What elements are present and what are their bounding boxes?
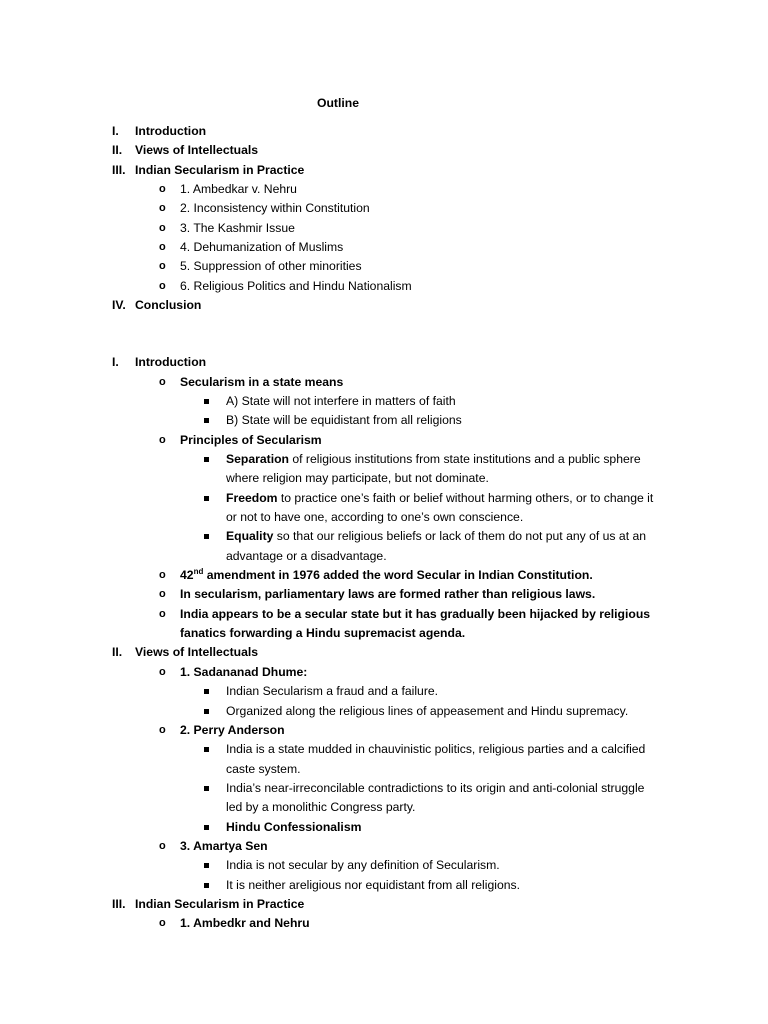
section-heading: Indian Secularism in Practice <box>135 897 305 912</box>
outline-subitem: 1. Ambedkar v. Nehru <box>180 182 297 197</box>
section-heading: Views of Intellectuals <box>135 645 259 660</box>
circle-bullet-icon: o <box>159 183 166 196</box>
detail-line <box>226 877 520 893</box>
outline-item: Indian Secularism in Practice <box>135 162 305 177</box>
detail-text: A) State will not interfere in matters of faith <box>226 393 456 408</box>
square-bullet-icon <box>204 786 209 791</box>
outline-subitem: 4. Dehumanization of Muslims <box>180 240 344 255</box>
section-numeral: III. <box>112 897 126 912</box>
circle-bullet-icon: o <box>159 433 166 446</box>
detail-text: It is neither areligious nor equidistant from all religions. <box>226 877 520 892</box>
circle-bullet-icon: o <box>159 260 166 273</box>
detail-line <box>226 548 387 564</box>
sub-point-line: fanatics forwarding a Hindu supremacist agenda. <box>180 626 466 641</box>
detail-text: India is not secular by any definition of Secularism. <box>226 858 500 873</box>
square-bullet-icon <box>204 534 209 539</box>
section-numeral: II. <box>112 645 123 660</box>
circle-bullet-icon: o <box>159 839 166 852</box>
sub-point: 3. Amartya Sen <box>180 838 268 853</box>
detail-line <box>226 703 628 719</box>
outline-numeral: II. <box>112 143 123 158</box>
detail-line <box>226 412 462 428</box>
detail-line <box>226 741 645 757</box>
square-bullet-icon <box>204 747 209 752</box>
detail-text: India’s near-irreconcilable contradictions to its origin and anti-colonial struggle <box>226 780 645 795</box>
detail-line <box>226 393 456 409</box>
outline-subitem: 5. Suppression of other minorities <box>180 259 362 274</box>
section-heading: Introduction <box>135 355 207 370</box>
square-bullet-icon <box>204 418 209 423</box>
circle-bullet-icon: o <box>159 202 166 215</box>
detail-line <box>226 761 301 777</box>
square-bullet-icon <box>204 457 209 462</box>
circle-bullet-icon: o <box>159 665 166 678</box>
circle-bullet-icon: o <box>159 241 166 254</box>
square-bullet-icon <box>204 825 209 830</box>
detail-text: caste system. <box>226 761 301 776</box>
section-numeral: I. <box>112 355 119 370</box>
circle-bullet-icon: o <box>159 375 166 388</box>
sub-point: 2. Perry Anderson <box>180 722 285 737</box>
circle-bullet-icon: o <box>159 607 166 620</box>
square-bullet-icon <box>204 496 209 501</box>
circle-bullet-icon: o <box>159 221 166 234</box>
ordinal-suffix: nd <box>193 567 204 577</box>
circle-bullet-icon: o <box>159 279 166 292</box>
detail-lead: Hindu Confessionalism <box>226 819 362 834</box>
detail-text: India is a state mudded in chauvinistic politics, religious parties and a calcified <box>226 742 646 757</box>
sub-point-line: India appears to be a secular state but it has gradually been hijacked by religious <box>180 606 651 621</box>
sub-point: 1. Ambedkr and Nehru <box>180 916 310 931</box>
circle-bullet-icon: o <box>159 723 166 736</box>
detail-text: advantage or a disadvantage. <box>226 548 387 563</box>
detail-line <box>226 490 653 506</box>
detail-line <box>226 509 523 525</box>
detail-text: to practice one’s faith or belief without harming others, or to change it <box>277 490 654 505</box>
detail-text: of religious institutions from state institutions and a public sphere <box>289 451 641 466</box>
outline-numeral: I. <box>112 124 119 138</box>
detail-line <box>226 451 641 467</box>
square-bullet-icon <box>204 863 209 868</box>
detail-lead: Separation <box>226 451 289 466</box>
detail-line <box>226 780 644 796</box>
detail-lead: Freedom <box>226 490 278 505</box>
detail-line <box>226 528 646 544</box>
detail-text: led by a monolithic Congress party. <box>226 800 416 815</box>
detail-line <box>226 470 489 486</box>
square-bullet-icon <box>204 883 209 888</box>
detail-text: or not to have one, according to one’s own conscience. <box>226 510 524 525</box>
detail-text: where religion may participate, but not dominate. <box>226 471 489 486</box>
square-bullet-icon <box>204 399 209 404</box>
circle-bullet-icon: o <box>159 588 166 601</box>
detail-line <box>226 857 500 873</box>
detail-lead: Equality <box>226 529 274 544</box>
sub-point: Secularism in a state means <box>180 374 344 389</box>
detail-line <box>226 683 438 699</box>
square-bullet-icon <box>204 689 209 694</box>
amendment-text: amendment in 1976 added the word Secular in Indian Constitution. <box>203 568 593 583</box>
detail-line <box>226 799 415 815</box>
sub-point: In secularism, parliamentary laws are formed rather than religious laws. <box>180 587 596 602</box>
outline-item: Conclusion <box>135 298 202 313</box>
sub-point: 1. Sadananad Dhume: <box>180 664 308 679</box>
outline-numeral: III. <box>112 162 126 177</box>
circle-bullet-icon: o <box>159 569 166 582</box>
detail-text: Indian Secularism a fraud and a failure. <box>226 684 439 699</box>
outline-subitem: 2. Inconsistency within Constitution <box>180 201 370 216</box>
circle-bullet-icon: o <box>159 917 166 930</box>
outline-item: Introduction <box>135 124 207 138</box>
detail-text: Organized along the religious lines of appeasement and Hindu supremacy. <box>226 703 629 718</box>
outline-numeral: IV. <box>112 298 126 313</box>
amendment-note <box>180 567 593 583</box>
outline-title: Outline <box>317 96 359 110</box>
square-bullet-icon <box>204 709 209 714</box>
detail-text: so that our religious beliefs or lack of them do not put any of us at an <box>273 529 647 544</box>
outline-item: Views of Intellectuals <box>135 143 259 158</box>
sub-point: Principles of Secularism <box>180 432 322 447</box>
detail-text: B) State will be equidistant from all religions <box>226 413 462 428</box>
detail-line <box>226 819 361 835</box>
outline-subitem: 3. The Kashmir Issue <box>180 220 295 235</box>
amendment-number: 42 <box>180 568 194 583</box>
outline-subitem: 6. Religious Politics and Hindu Nationalism <box>180 278 412 293</box>
